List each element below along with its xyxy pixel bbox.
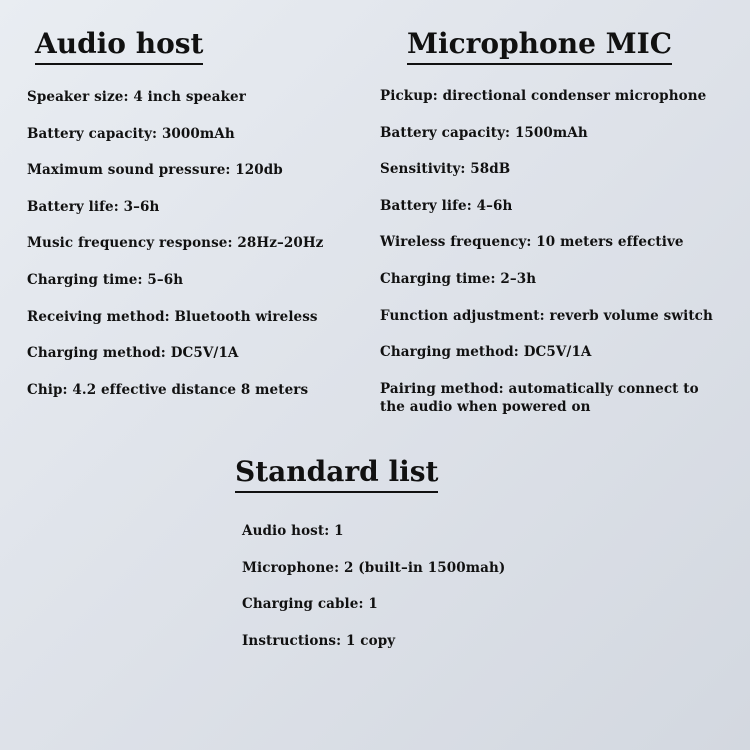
spec-battery-life: Battery life: 3–6h <box>27 198 160 215</box>
spec-mic-charging-method: Charging method: DC5V/1A <box>380 344 592 361</box>
spec-mic-charging-time: Charging time: 2–3h <box>380 270 537 287</box>
standard-list-items <box>242 522 582 668</box>
spec-pickup: Pickup: directional condenser microphone <box>380 88 707 104</box>
spec-function-adjustment: Function adjustment: reverb volume switch <box>380 307 713 324</box>
std-item-audio-host: Audio host: 1 <box>242 523 344 539</box>
std-item-instructions: Instructions: 1 copy <box>242 632 396 649</box>
spec-sensitivity: Sensitivity: 58dB <box>380 161 511 178</box>
spec-mic-battery-life: Battery life: 4–6h <box>380 197 513 214</box>
standard-list-heading: Standard list <box>235 456 438 493</box>
spec-charging-method: Charging method: DC5V/1A <box>27 345 239 362</box>
audio-host-heading: Audio host <box>35 28 203 65</box>
microphone-spec-list <box>380 87 725 416</box>
spec-charging-time: Charging time: 5–6h <box>27 271 184 288</box>
microphone-heading: Microphone MIC <box>407 28 672 65</box>
spec-mic-battery-capacity: Battery capacity: 1500mAh <box>380 124 588 141</box>
spec-pairing-method: Pairing method: automatically connect to the audio when powered on <box>380 380 699 415</box>
spec-receiving-method: Receiving method: Bluetooth wireless <box>27 308 318 325</box>
audio-host-spec-list <box>27 88 357 417</box>
spec-chip: Chip: 4.2 effective distance 8 meters <box>27 381 309 398</box>
std-item-microphone: Microphone: 2 (built–in 1500mah) <box>242 559 506 576</box>
spec-wireless-frequency: Wireless frequency: 10 meters effective <box>380 234 684 251</box>
spec-frequency-response: Music frequency response: 28Hz–20Hz <box>27 235 324 252</box>
std-item-charging-cable: Charging cable: 1 <box>242 596 378 613</box>
spec-speaker-size: Speaker size: 4 inch speaker <box>27 89 246 105</box>
spec-max-sound-pressure: Maximum sound pressure: 120db <box>27 162 283 179</box>
spec-battery-capacity: Battery capacity: 3000mAh <box>27 125 235 142</box>
